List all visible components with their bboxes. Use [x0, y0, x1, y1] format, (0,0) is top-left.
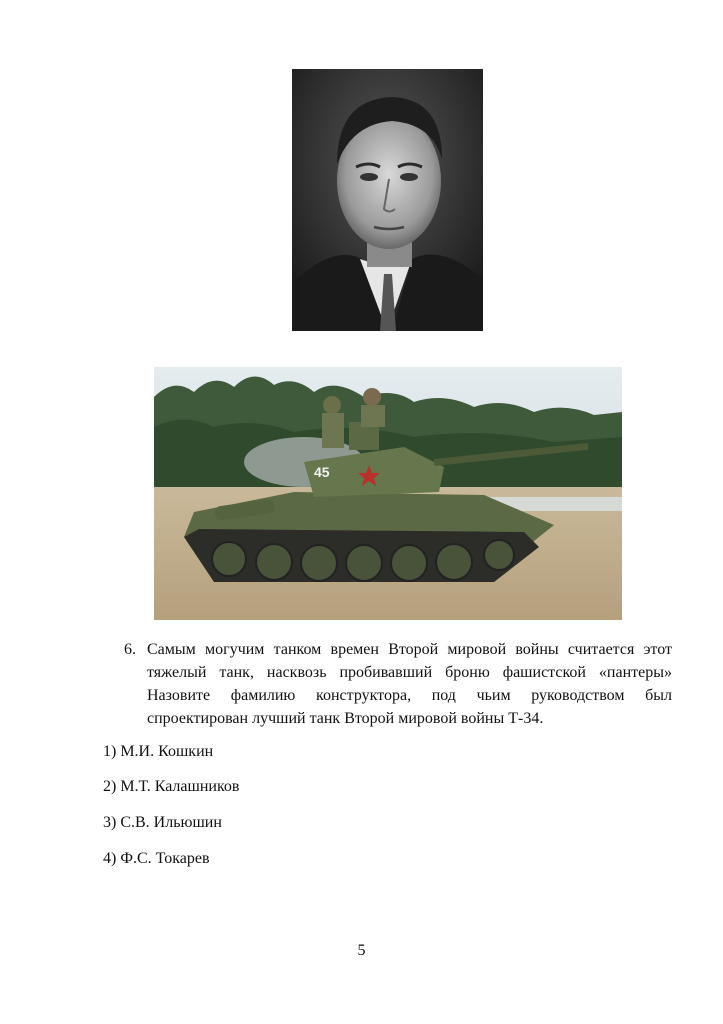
answer-option-2: 2) М.Т. Калашников [103, 778, 240, 795]
answer-option-3: 3) С.В. Ильюшин [103, 814, 222, 831]
tank-turret-number: 45 [314, 464, 330, 480]
portrait-photo [292, 69, 483, 331]
page-number: 5 [357, 942, 366, 959]
tank-illustration [154, 367, 622, 620]
tank-t34-photo [154, 367, 622, 620]
question-text: Самым могучим танком времен Второй мировой войны считается этот тяжелый танк, насквозь пробивавший броню фашистской «пантеры» Назовите фамилию конструктора, под чьим руководством был спроектирован лучший танк Второй мировой войны Т-34. [147, 641, 672, 727]
question-6 [116, 638, 672, 730]
answer-option-4: 4) Ф.С. Токарев [103, 850, 210, 867]
answer-option-1: 1) М.И. Кошкин [103, 743, 214, 760]
question-number: 6. [124, 641, 136, 658]
portrait-illustration [292, 69, 483, 331]
